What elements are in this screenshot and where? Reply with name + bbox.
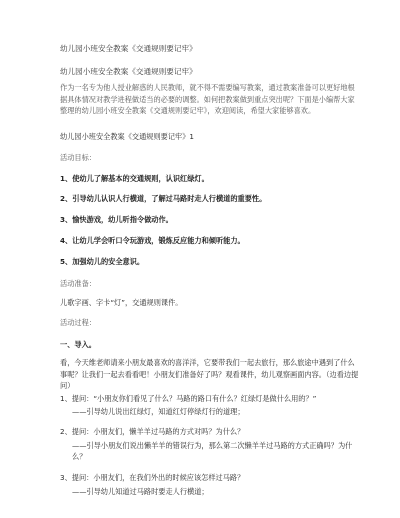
section-title: 幼儿园小班安全教案《交通规则要记牢》1 xyxy=(60,132,194,141)
process-label: 活动过程： xyxy=(60,318,96,327)
goal-item-5: 5、加强幼儿的安全意识。 xyxy=(60,257,145,266)
question-1: 1、提问：“小朋友你们看见了什么？马路的路口有什么？红绿灯是做什么用的？” xyxy=(60,394,317,403)
intro-paragraph: 作为一名专为他人授业解惑的人民教师，就不得不需要编写教案，通过教案准备可以更好地根据具体情况对教学进程做适当的必要的调整。如何把教案做到重点突出呢？下面是小编帮大家整理的幼儿园小班安全教案《交通规则要记牢》，欢迎阅读，希望大家能够喜欢。 xyxy=(60,83,355,115)
prep-label: 活动准备： xyxy=(60,279,96,288)
prep-text: 儿歌字画、字卡“灯”，交通规则课件。 xyxy=(60,298,183,307)
question-2: 2、提问：小朋友们，懒羊羊过马路的方式对吗？为什么？ xyxy=(60,427,245,436)
goal-item-1: 1、使幼儿了解基本的交通规则，认识红绿灯。 xyxy=(60,174,209,183)
goal-item-4: 4、让幼儿学会听口令玩游戏，锻炼反应能力和倾听能力。 xyxy=(60,236,245,245)
part-one-heading: 一、导入。 xyxy=(60,340,96,349)
goal-item-3: 3、愉快游戏，幼儿听指令做动作。 xyxy=(60,215,173,224)
document-heading: 幼儿园小班安全教案《交通规则要记牢》 xyxy=(60,44,197,53)
goal-item-2: 2、引导幼儿认识人行横道，了解过马路时走人行横道的重要性。 xyxy=(60,194,267,203)
answer-2: ——引导小朋友们说出懒羊羊的错误行为，那么第二次懒羊羊过马路的方式正确吗？为什么？ xyxy=(72,441,353,461)
answer-1: ——引导幼儿说出红绿灯，知道红灯停绿灯行的道理； xyxy=(72,407,245,416)
answer-3: ——引导幼儿知道过马路时要走人行横道； xyxy=(72,487,209,496)
question-3: 3、提问：小朋友们，在我们外出的时候应该怎样过马路？ xyxy=(60,473,245,482)
goals-label: 活动目标： xyxy=(60,153,96,162)
story-paragraph: 看，今天维老师请来小朋友最喜欢的喜洋洋，它要带我们一起去旅行，那么旅途中遇到了什么事呢？让我们一起去看看吧！小朋友们准备好了吗？观看课件，幼儿观察画面内容。（边看边提问） xyxy=(60,358,359,390)
document-subheading: 幼儿园小班安全教案《交通规则要记牢》 xyxy=(60,67,197,76)
